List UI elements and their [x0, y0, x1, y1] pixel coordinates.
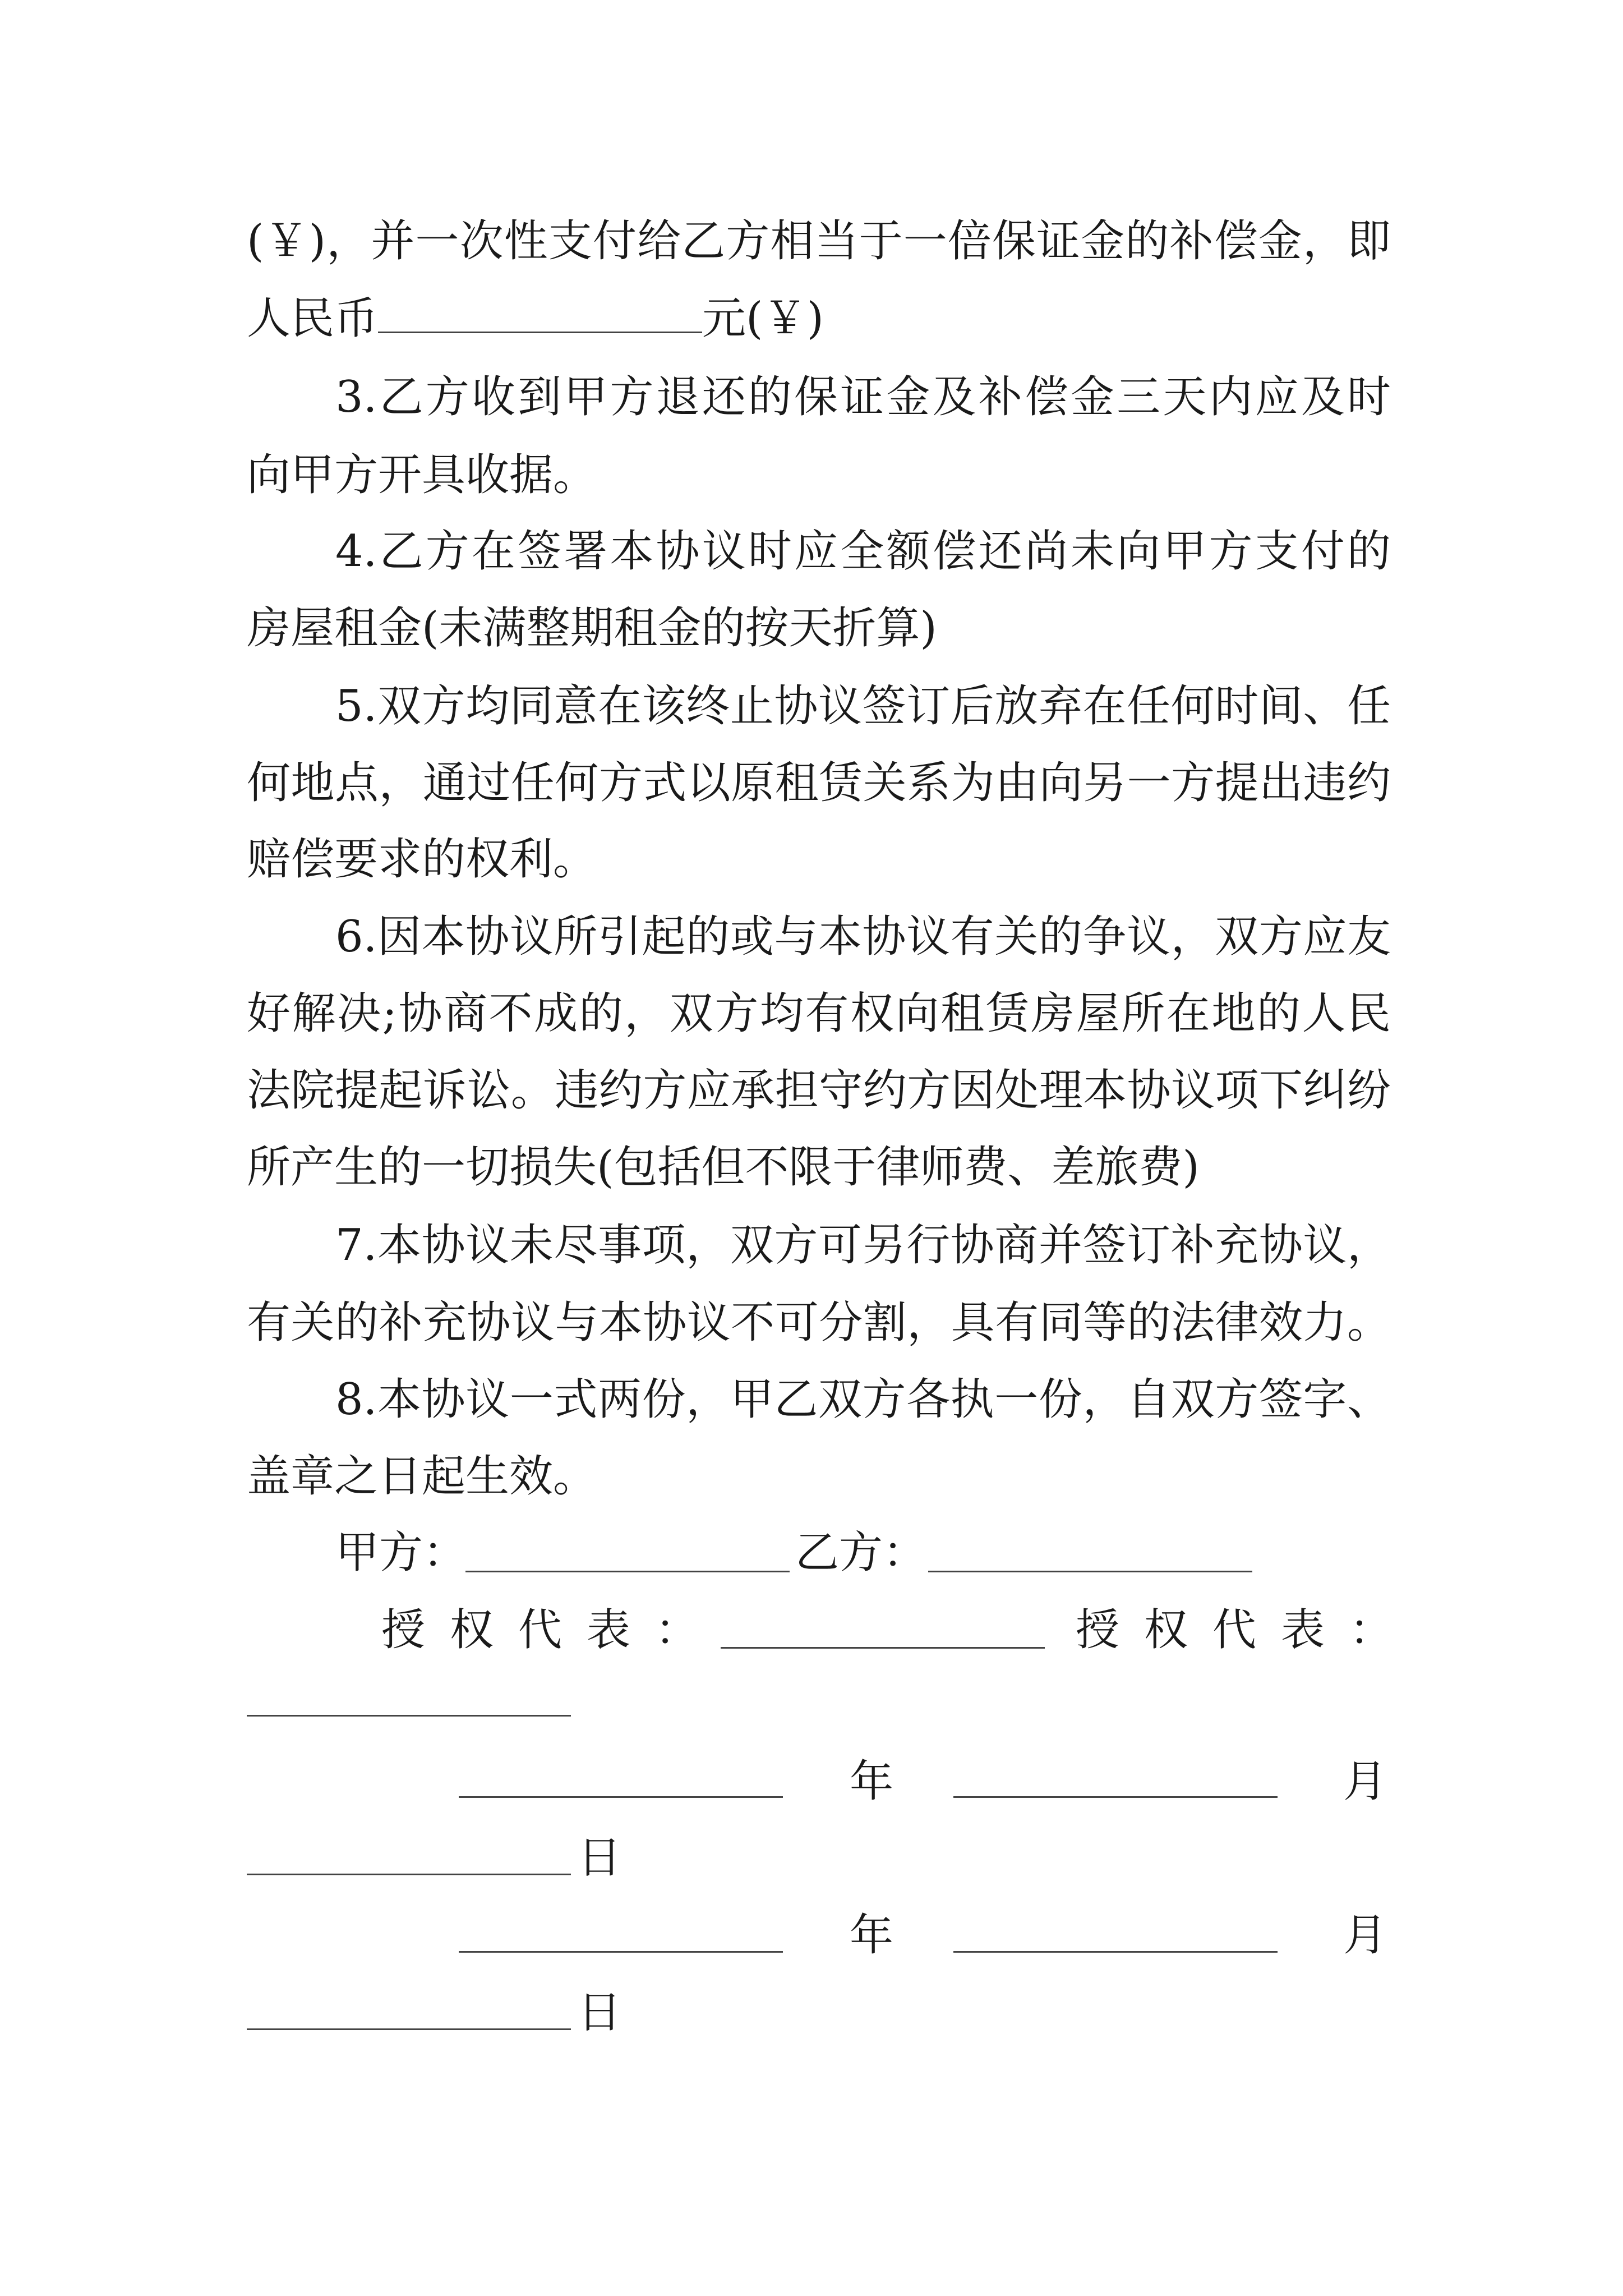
clause-5-line-1: 5.双方均同意在该终止协议签订后放弃在任何时间、任: [335, 681, 1391, 731]
day-blank-2[interactable]: [247, 2027, 571, 2030]
month-label-1: 月: [1343, 1756, 1387, 1807]
clause-6-line-3: 法院提起诉讼。违约方应承担守约方因处理本协议项下纠纷: [247, 1065, 1391, 1116]
month-label-2: 月: [1343, 1910, 1387, 1961]
rep-label-b: 授权代表：: [1076, 1605, 1418, 1655]
day-blank-1[interactable]: [247, 1872, 571, 1875]
clause-7-line-1: 7.本协议未尽事项，双方可另行协商并签订补充协议，: [335, 1220, 1391, 1271]
day-label-1: 日: [578, 1833, 622, 1883]
text-line: [247, 291, 824, 347]
clause-5-line-3: 赔偿要求的权利。: [247, 834, 597, 885]
clause-3-line-1: 3.乙方收到甲方退还的保证金及补偿金三天内应及时: [335, 372, 1391, 422]
rep-a-blank[interactable]: [721, 1646, 1045, 1649]
clause-4-line-1: 4.乙方在签署本协议时应全额偿还尚未向甲方支付的: [335, 526, 1391, 577]
year-label-1: 年: [850, 1756, 894, 1807]
clause-6-line-2: 好解决;协商不成的，双方均有权向租赁房屋所在地的人民: [247, 988, 1391, 1039]
year-blank-1[interactable]: [459, 1795, 783, 1798]
month-blank-2[interactable]: [953, 1950, 1278, 1953]
text-line: (￥)，并一次性支付给乙方相当于一倍保证金的补偿金，即: [247, 216, 1391, 266]
party-a-label: 甲方：: [335, 1527, 467, 1578]
clause-8-line-2: 盖章之日起生效。: [247, 1451, 597, 1502]
month-blank-1[interactable]: [953, 1795, 1278, 1798]
party-b-blank[interactable]: [928, 1570, 1252, 1572]
year-blank-2[interactable]: [459, 1950, 783, 1953]
day-label-2: 日: [578, 1987, 622, 2038]
amount-blank[interactable]: [378, 292, 702, 333]
party-a-blank[interactable]: [465, 1570, 790, 1572]
clause-8-line-1: 8.本协议一式两份，甲乙双方各执一份，自双方签字、: [335, 1374, 1391, 1425]
clause-5-line-2: 何地点，通过任何方式以原租赁关系为由向另一方提出违约: [247, 758, 1391, 808]
text-line-suffix: 元(￥): [702, 293, 824, 344]
clause-7-line-2: 有关的补充协议与本协议不可分割，具有同等的法律效力。: [247, 1297, 1391, 1348]
rep-label-a: 授权代表：: [381, 1605, 724, 1655]
clause-6-line-1: 6.因本协议所引起的或与本协议有关的争议，双方应友: [335, 912, 1391, 962]
rep-b-blank[interactable]: [247, 1714, 571, 1717]
year-label-2: 年: [850, 1910, 894, 1961]
clause-4-line-2: 房屋租金(未满整期租金的按天折算): [247, 603, 937, 654]
clause-6-line-4: 所产生的一切损失(包括但不限于律师费、差旅费): [247, 1142, 1200, 1193]
clause-3-line-2: 向甲方开具收据。: [247, 450, 597, 500]
party-b-label: 乙方：: [795, 1527, 927, 1578]
text-line-prefix: 人民币: [247, 293, 379, 344]
